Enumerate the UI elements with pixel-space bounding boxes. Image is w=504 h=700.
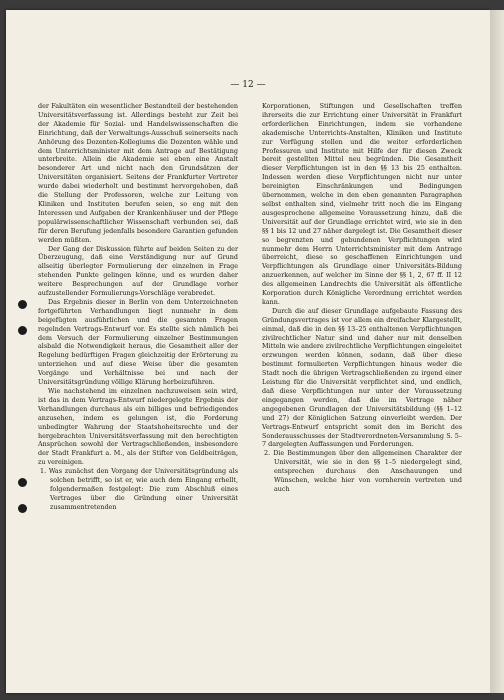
list-item-2: 2. Die Bestimmungen über den allgemeinen Charakter der Universität, wie sie in den §§ 1–5 niedergelegt sind, entsprechen durchaus den Anschauungen und Wünschen, welche hier von vornherein vertreten und auch [264,449,462,493]
left-column [38,102,238,512]
punch-hole [18,326,27,335]
right-column [262,102,462,494]
list-item-1: 1. Was zunächst den Vorgang der Universitätsgründung als solchen betrifft, so ist er, wie auch dem Eingang erhellt, folgendermaßen festgelegt: Die zum Abschluß eines Vertrages über die Gründung einer Universität zusammentretenden [40,467,238,511]
punch-hole [18,478,27,487]
punch-hole [18,300,27,309]
paragraph: Der Gang der Diskussion führte auf beiden Seiten zu der Überzeugung, daß eine Verständigung nur auf Grund allseitig überlegter Formulierung der einzelnen in Frage stehenden Punkte gelingen könne, und es wurden daher weitere Besprechungen auf der Grundlage vorher aufzustellender Formulierungs-Vorschläge verabredet. [38,244,238,298]
binding-edge [490,10,504,693]
paragraph: Durch die auf dieser Grundlage aufgebaute Fassung des Gründungsvertrages ist vor allem ein dreifacher Klargestellt, einmal, daß die in den §§ 13–25 enthaltenen Verpflichtungen zivilrechtlicher Natur sind und daher nur mit denselben Mitteln wie andere zivilrechtliche Verpflichtungen eingeleitet erzwungen werden können, sodann, daß über diese bestimmt formulierten Verpflichtungen hinaus weder die Stadt noch die übrigen Vertragschließenden zu irgend einer Leistung für die Universität verpflichtet sind, und endlich, daß diese Verpflichtungen nur unter der Voraussetzung eingegangen werden, daß die im Vertrage näher angegebenen Grundlagen der Universitätsbildung (§§ 1–12 und 27) der Königlichen Satzung einverleibt werden. Der Vertrags-Entwurf entspricht somit den im Bericht des Sonderausschusses der Stadtverordneten-Versammlung S. 5–7 dargelegten Auffassungen und Forderungen. [262,306,462,449]
page-number: — 12 — [230,80,266,90]
punch-hole [18,504,27,513]
paragraph: Wie nachstehend im einzelnen nachzuweisen sein wird, ist das in dem Vertrags-Entwurf niedergelegte Ergebnis der Verhandlungen durchaus als ein billiges und befriedigendes anzusehen, indem es gelungen ist, die Forderung unbedingter Wahrung der Staatshoheitsrechte und der hergebrachten Universitätsverfassung mit den berechtigten Ansprüchen sowohl der Vertragschließenden, insbesondere der Stadt Frankfurt a. M., als der Stifter von Geldbeiträgen, zu vereinigen. [38,387,238,467]
document-page [6,10,490,693]
paragraph: Das Ergebnis dieser in Berlin von dem Unterzeichneten fortgeführten Verhandlungen liegt nunmehr in dem beigefügten ausführlichen und die gesamten Fragen regelnden Vertrags-Entwurf vor. Es stellte sich nämlich bei dem Versuch der Formulierung einzelner Bestimmungen alsbald die Notwendigkeit heraus, die Gesamtheit aller der Regelung bedürftigen Fragen gleichzeitig der Erörterung zu unterziehen und auf diese Weise über die gesamten Vorgänge und Verhältnisse bei und nach der Universitätsgründung völlige Klärung herbeizuführen. [38,297,238,387]
paragraph: Korporationen, Stiftungen und Gesellschaften treffen ihrerseits die zur Errichtung einer Universität in Frankfurt erforderlichen Einrichtungen, indem sie vorhandene akademische Unterrichts-Anstalten, Kliniken und Institute zur Verfügung stellen und die weiter erforderlichen Professuren und Institute mit Hilfe der für diesen Zweck bereit gestellten Mittel neu begründen. Die Gesamtheit dieser Verpflichtungen ist in den §§ 13 bis 25 enthalten. Indessen werden diese Verpflichtungen nicht nur unter bereinigten Einschränkungen und Bedingungen übernommen, welche in den eben genannten Paragraphen selbst enthalten sind, vielmehr tritt noch die im Eingang ausgesprochene allgemeine Voraussetzung hinzu, daß die Universität auf der Grundlage errichtet wird, wie sie in den §§ 1 bis 12 und 27 näher dargelegt ist. Die Gesamtheit dieser so begrenzten und gebundenen Verpflichtungen wird nunmehr dem Herrn Unterrichtsminister mit dem Antrage überreicht, diese so geschaffenen Einrichtungen und Verpflichtungen als Grundlage einer Universitäts-Bildung anzuerkennen, auf welcher im Sinne der §§ 1, 2, 67 ff. II 12 des allgemeinen Landrechts die Universität als öffentliche Korporation durch Königliche Verordnung errichtet werden kann. [262,102,462,306]
paragraph: der Fakultäten ein wesentlicher Bestandteil der bestehenden Universitätsverfassung ist. Allerdings besteht zur Zeit bei der Akademie für Sozial- und Handelswissenschaften die Einrichtung, daß der Verwaltungs-Ausschuß seinerseits nach Anhörung des Dozenten-Kollegiums die Dozenten wähle und dem Unterrichtsminister mit dem Antrage auf Bestätigung unterbreite. Allein die Akademie sei eben eine Anstalt besonderer Art und nicht nach den Grundsätzen der Universitäten organisiert. Seitens der Frankfurter Vertreter wurde dabei wiederholt und bestimmt hervorgehoben, daß die Stellung der Professoren, welche zur Leitung von Kliniken und Instituten berufen seien, so eng mit den Interessen und Aufgaben der Krankenhäuser und der Pflege populärwissenschaftlicher Wissenschaft verbunden sei, daß für deren Berufung jedenfalls besondere Garantien gefunden werden müßten. [38,102,238,244]
